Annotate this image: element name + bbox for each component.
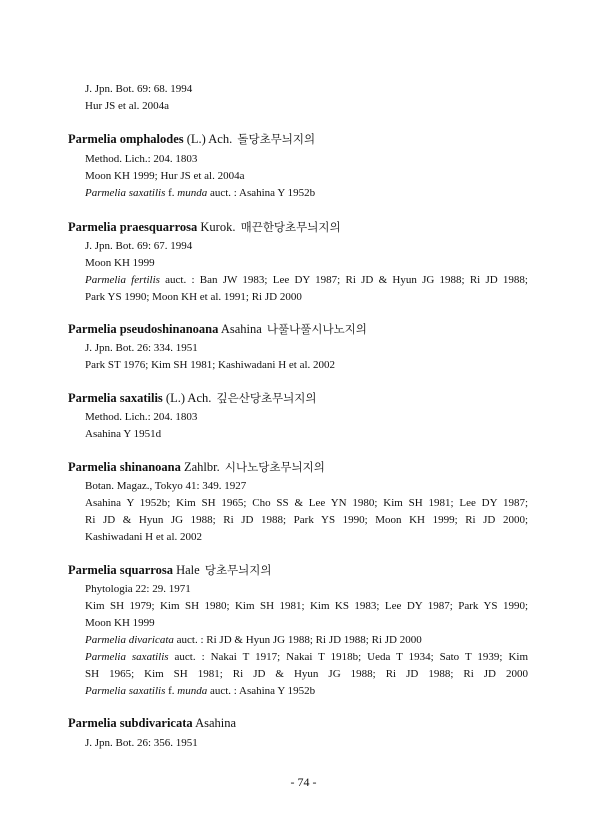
species-epithet: saxatilis xyxy=(119,391,163,405)
species-heading xyxy=(68,132,315,146)
korean-name: 깊은산당초무늬지의 xyxy=(216,391,317,405)
species-heading xyxy=(68,220,341,234)
reference-line: Kim SH 1979; Kim SH 1980; Kim SH 1981; Kim KS 1983; Lee DY 1987; Park YS 1990; xyxy=(85,600,528,612)
reference-line: Kashiwadani H et al. 2002 xyxy=(85,531,202,543)
synonym-line xyxy=(85,186,315,200)
synonym-name: Parmelia saxatilis xyxy=(85,685,166,697)
reference-line: Moon KH 1999 xyxy=(85,617,155,629)
author-name: Zahlbr. xyxy=(184,460,220,474)
author-name: Kurok. xyxy=(200,220,236,234)
reference-line: Park YS 1990; Moon KH et al. 1991; Ri JD 2000 xyxy=(85,291,302,303)
korean-name: 시나노당초무늬지의 xyxy=(224,460,325,474)
reference-line: J. Jpn. Bot. 69: 68. 1994 xyxy=(85,83,193,95)
reference-line: J. Jpn. Bot. 26: 334. 1951 xyxy=(85,342,198,354)
form-marker: f. xyxy=(168,187,175,199)
reference-line: J. Jpn. Bot. 26: 356. 1951 xyxy=(85,737,198,749)
genus-name: Parmelia xyxy=(68,563,117,577)
form-name: munda xyxy=(177,187,208,199)
synonym-refs: auct. : Asahina Y 1952b xyxy=(209,187,316,199)
genus-name: Parmelia xyxy=(68,220,117,234)
species-heading xyxy=(68,460,325,474)
genus-name: Parmelia xyxy=(68,322,117,336)
species-epithet: omphalodes xyxy=(119,132,184,146)
synonym-name: Parmelia saxatilis xyxy=(85,187,166,199)
author-name: Asahina xyxy=(195,716,237,730)
species-heading xyxy=(68,563,272,577)
species-epithet: subdivaricata xyxy=(119,716,193,730)
reference-line: Method. Lich.: 204. 1803 xyxy=(85,411,198,423)
author-name: Hale xyxy=(176,563,200,577)
synonym-name: Parmelia fertilis xyxy=(85,274,160,286)
author-name: Asahina xyxy=(220,322,262,336)
genus-name: Parmelia xyxy=(68,132,117,146)
reference-line: Moon KH 1999 xyxy=(85,257,155,269)
species-heading xyxy=(68,322,367,336)
synonym-name: Parmelia saxatilis xyxy=(85,651,169,663)
reference-line: Asahina Y 1952b; Kim SH 1965; Cho SS & Lee YN 1980; Kim SH 1981; Lee DY 1987; xyxy=(85,497,528,509)
reference-line: SH 1965; Kim SH 1981; Ri JD & Hyun JG 1988; Ri JD 1988; Ri JD 2000 xyxy=(85,668,528,680)
korean-name: 돌당초무늬지의 xyxy=(237,132,316,146)
korean-name: 매끈한당초무늬지의 xyxy=(240,220,341,234)
synonym-refs: auct. : Ban JW 1983; Lee DY 1987; Ri JD & Hyun JG 1988; Ri JD 1988; xyxy=(165,274,528,286)
genus-name: Parmelia xyxy=(68,460,117,474)
species-heading xyxy=(68,716,236,730)
species-epithet: pseudoshinanoana xyxy=(119,322,219,336)
korean-name: 나풀나풀시나노지의 xyxy=(266,322,367,336)
page-number: - 74 - xyxy=(290,775,317,789)
synonym-refs: auct. : Ri JD & Hyun JG 1988; Ri JD 1988; Ri JD 2000 xyxy=(176,634,422,646)
reference-line: Phytologia 22: 29. 1971 xyxy=(85,583,191,595)
korean-name: 당초무늬지의 xyxy=(204,563,272,577)
reference-line: Park ST 1976; Kim SH 1981; Kashiwadani H et al. 2002 xyxy=(85,359,336,371)
synonym-line xyxy=(85,684,315,698)
form-marker: f. xyxy=(168,685,175,697)
species-heading xyxy=(68,391,317,405)
reference-line: Hur JS et al. 2004a xyxy=(85,100,170,112)
form-name: munda xyxy=(177,685,208,697)
genus-name: Parmelia xyxy=(68,391,117,405)
synonym-refs: auct. : Nakai T 1917; Nakai T 1918b; Ueda T 1934; Sato T 1939; Kim xyxy=(174,651,529,663)
author-name: (L.) Ach. xyxy=(165,391,212,405)
species-epithet: shinanoana xyxy=(119,460,181,474)
reference-line: J. Jpn. Bot. 69: 67. 1994 xyxy=(85,240,193,252)
author-name: (L.) Ach. xyxy=(186,132,233,146)
species-epithet: squarrosa xyxy=(119,563,173,577)
synonym-refs: auct. : Asahina Y 1952b xyxy=(209,685,316,697)
synonym-line xyxy=(85,273,528,287)
reference-line: Moon KH 1999; Hur JS et al. 2004a xyxy=(85,170,245,182)
reference-line: Method. Lich.: 204. 1803 xyxy=(85,153,198,165)
reference-line: Ri JD & Hyun JG 1988; Ri JD 1988; Park YS 1990; Moon KH 1999; Ri JD 2000; xyxy=(85,514,528,526)
reference-line: Asahina Y 1951d xyxy=(85,428,162,440)
species-epithet: praesquarrosa xyxy=(119,220,198,234)
synonym-line xyxy=(85,633,422,647)
reference-line: Botan. Magaz., Tokyo 41: 349. 1927 xyxy=(85,480,247,492)
synonym-name: Parmelia divaricata xyxy=(85,634,174,646)
genus-name: Parmelia xyxy=(68,716,117,730)
synonym-line xyxy=(85,650,528,664)
